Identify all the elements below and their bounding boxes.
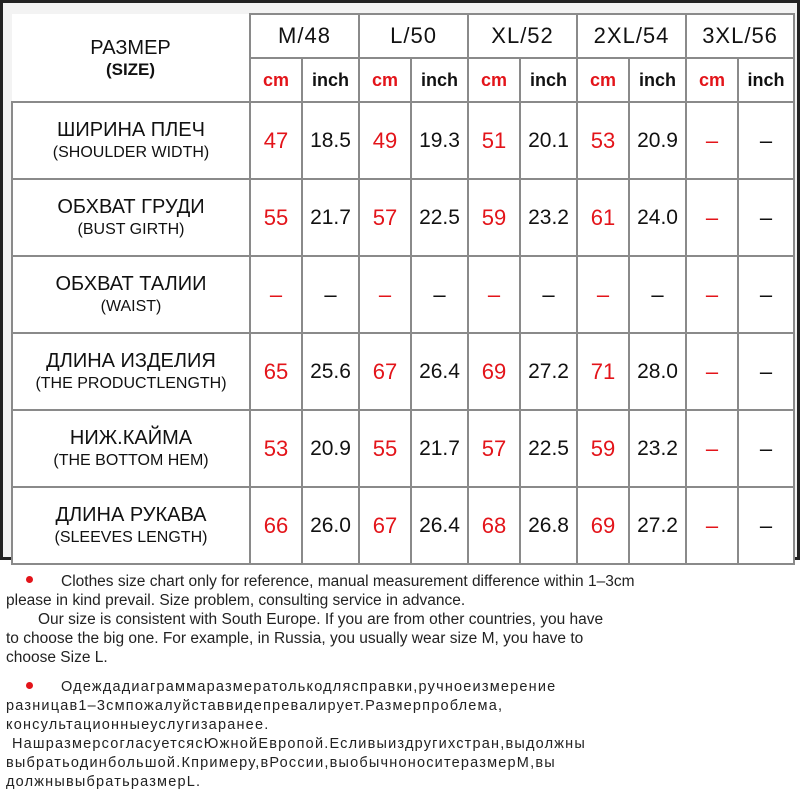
size-chart-table <box>11 13 795 565</box>
unit-cm: cm <box>359 58 411 102</box>
unit-inch: inch <box>302 58 359 102</box>
value-inch: 22.5 <box>411 179 468 256</box>
value-cm: – <box>686 487 738 564</box>
note-text: Clothes size chart only for reference, manual measurement difference within 1–3cm <box>61 573 635 590</box>
table-row <box>12 256 794 333</box>
value-inch: – <box>738 179 794 256</box>
table-row <box>12 179 794 256</box>
value-inch: 26.8 <box>520 487 577 564</box>
value-inch: – <box>520 256 577 333</box>
value-inch: 20.9 <box>302 410 359 487</box>
size-col-xl: XL/52 <box>468 14 577 58</box>
row-label-en: (SHOULDER WIDTH) <box>52 144 210 161</box>
value-cm: 47 <box>250 102 302 179</box>
value-cm: 65 <box>250 333 302 410</box>
bullet-icon <box>26 576 33 583</box>
size-col-3xl: 3XL/56 <box>686 14 794 58</box>
value-cm: – <box>686 333 738 410</box>
note-en-line-5: choose Size L. <box>6 649 108 666</box>
value-inch: 28.0 <box>629 333 686 410</box>
row-label <box>12 179 250 256</box>
row-label-ru: ОБХВАТ ГРУДИ <box>57 196 205 218</box>
value-cm: 66 <box>250 487 302 564</box>
value-cm: 61 <box>577 179 629 256</box>
value-cm: 53 <box>577 102 629 179</box>
table-row <box>12 410 794 487</box>
size-title-ru: РАЗМЕР <box>90 36 171 59</box>
value-inch: 26.4 <box>411 487 468 564</box>
unit-inch: inch <box>520 58 577 102</box>
value-inch: 24.0 <box>629 179 686 256</box>
row-label-en: (SLEEVES LENGTH) <box>54 529 208 546</box>
value-cm: – <box>686 102 738 179</box>
row-label <box>12 102 250 179</box>
value-cm: 69 <box>468 333 520 410</box>
value-inch: – <box>738 256 794 333</box>
value-cm: 71 <box>577 333 629 410</box>
row-label <box>12 256 250 333</box>
value-cm: 67 <box>359 487 411 564</box>
value-inch: 23.2 <box>520 179 577 256</box>
value-inch: 20.1 <box>520 102 577 179</box>
value-cm: 53 <box>250 410 302 487</box>
note-text: Одеждадиаграммаразмератолькодляcправки,ручноеизмерение <box>61 679 557 695</box>
value-inch: 22.5 <box>520 410 577 487</box>
value-cm: 55 <box>250 179 302 256</box>
table-row <box>12 102 794 179</box>
row-label-ru: ОБХВАТ ТАЛИИ <box>55 273 207 295</box>
value-cm: 57 <box>468 410 520 487</box>
value-inch: 25.6 <box>302 333 359 410</box>
value-inch: – <box>738 487 794 564</box>
row-label-en: (WAIST) <box>100 298 162 315</box>
value-inch: – <box>411 256 468 333</box>
row-label-ru: ДЛИНА РУКАВА <box>55 504 207 526</box>
value-cm: 55 <box>359 410 411 487</box>
row-label <box>12 333 250 410</box>
value-inch: – <box>302 256 359 333</box>
size-col-l: L/50 <box>359 14 468 58</box>
value-cm: – <box>359 256 411 333</box>
size-title-en: (SIZE) <box>105 59 156 79</box>
value-inch: 26.4 <box>411 333 468 410</box>
table-row <box>12 333 794 410</box>
value-inch: 21.7 <box>411 410 468 487</box>
value-cm: – <box>250 256 302 333</box>
size-col-2xl: 2XL/54 <box>577 14 686 58</box>
note-ru-line-5: выбратьодинбольшой.Кпримеру,вРоссии,выобычноноситеразмерM,вы <box>6 755 556 771</box>
unit-inch: inch <box>411 58 468 102</box>
value-inch: – <box>738 410 794 487</box>
row-label-ru: НИЖ.КАЙМА <box>69 427 193 449</box>
unit-cm: cm <box>577 58 629 102</box>
measurement-rows <box>12 102 794 564</box>
row-label-ru: ШИРИНА ПЛЕЧ <box>57 119 205 141</box>
note-ru-line-1 <box>6 678 796 697</box>
note-en-line-4: to choose the big one. For example, in Russia, you usually wear size M, you have to <box>6 630 584 647</box>
row-label <box>12 410 250 487</box>
note-ru-line-2: разницав1–3cмпожалуйставвидепревалирует.Размерпроблема, <box>6 698 504 714</box>
value-inch: 20.9 <box>629 102 686 179</box>
size-col-m: M/48 <box>250 14 359 58</box>
note-en-line-3: Our size is consistent with South Europe. If you are from other countries, you have <box>38 611 604 628</box>
unit-cm: cm <box>468 58 520 102</box>
value-cm: 67 <box>359 333 411 410</box>
note-ru-line-3: консультационныеуслугизаранее. <box>6 717 270 733</box>
unit-inch: inch <box>738 58 794 102</box>
note-en-line-2: please in kind prevail. Size problem, consulting service in advance. <box>6 592 466 609</box>
notes-section <box>0 572 800 800</box>
table-row <box>12 487 794 564</box>
row-label <box>12 487 250 564</box>
note-ru-line-4: НашразмерсогласуетсясЮжнойЕвропой.Есливыиздругихстран,выдолжны <box>12 736 587 752</box>
unit-cm: cm <box>686 58 738 102</box>
value-cm: – <box>577 256 629 333</box>
value-cm: 68 <box>468 487 520 564</box>
row-label-en: (BUST GIRTH) <box>77 221 185 238</box>
size-header-cell <box>12 14 250 102</box>
value-cm: 57 <box>359 179 411 256</box>
value-inch: 18.5 <box>302 102 359 179</box>
value-cm: – <box>686 179 738 256</box>
value-inch: – <box>738 102 794 179</box>
value-inch: 27.2 <box>520 333 577 410</box>
note-ru-line-6: должнывыбратьразмерL. <box>6 774 202 790</box>
value-inch: 27.2 <box>629 487 686 564</box>
note-russian <box>6 678 796 792</box>
value-cm: – <box>468 256 520 333</box>
row-label-en: (THE BOTTOM HEM) <box>53 452 209 469</box>
value-inch: – <box>738 333 794 410</box>
row-label-ru: ДЛИНА ИЗДЕЛИЯ <box>46 350 216 372</box>
value-cm: 49 <box>359 102 411 179</box>
value-inch: – <box>629 256 686 333</box>
note-english <box>6 572 796 667</box>
bullet-icon <box>26 682 33 689</box>
value-cm: 69 <box>577 487 629 564</box>
value-inch: 23.2 <box>629 410 686 487</box>
unit-cm: cm <box>250 58 302 102</box>
unit-inch: inch <box>629 58 686 102</box>
value-cm: 51 <box>468 102 520 179</box>
value-cm: – <box>686 256 738 333</box>
value-inch: 26.0 <box>302 487 359 564</box>
value-cm: 59 <box>577 410 629 487</box>
value-cm: 59 <box>468 179 520 256</box>
row-label-en: (THE PRODUCTLENGTH) <box>35 375 227 392</box>
note-en-line-1 <box>6 572 796 591</box>
value-cm: – <box>686 410 738 487</box>
value-inch: 21.7 <box>302 179 359 256</box>
value-inch: 19.3 <box>411 102 468 179</box>
